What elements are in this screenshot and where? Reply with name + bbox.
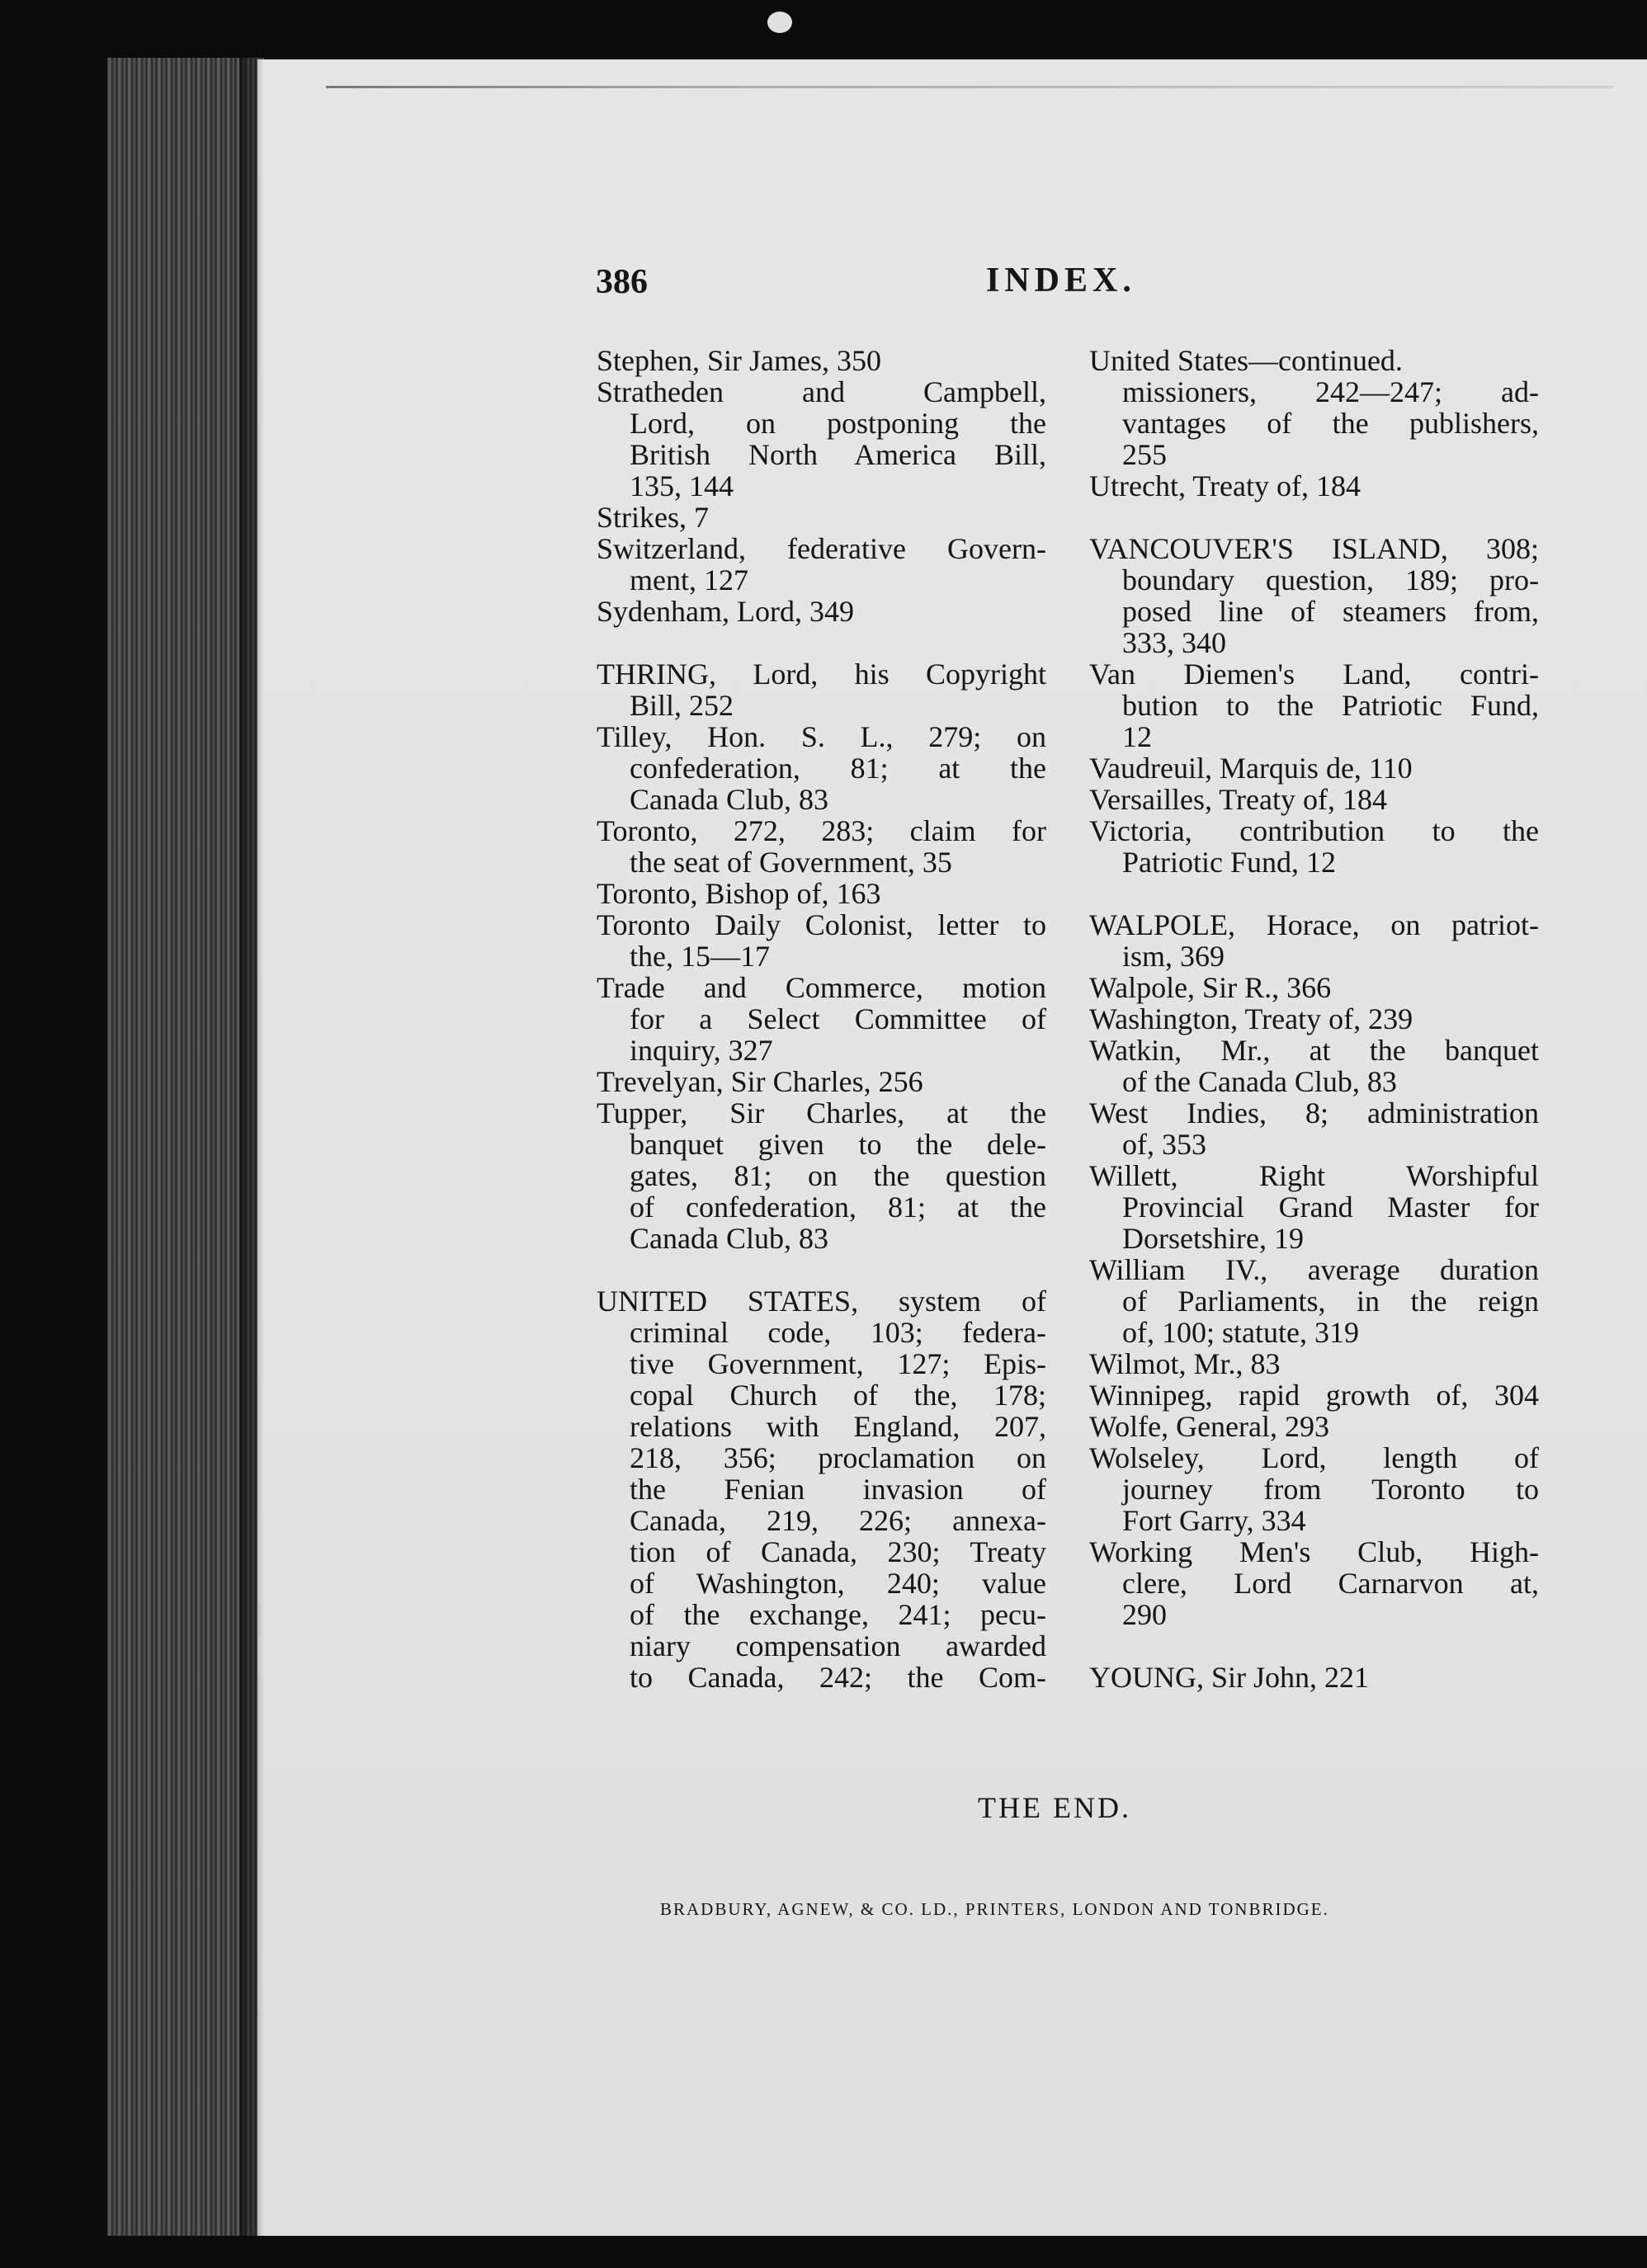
index-entry-line: criminal code, 103; federa- (630, 1316, 1046, 1349)
index-entry-line: Walpole, Sir R., 366 (1089, 971, 1332, 1004)
index-entry-line: Bill, 252 (630, 689, 734, 722)
index-entry-line: inquiry, 327 (630, 1034, 773, 1067)
index-entry-line: 12 (1122, 720, 1152, 753)
index-entry-line: for a Select Committee of (630, 1002, 1046, 1035)
index-entry-line: Toronto, Bishop of, 163 (597, 877, 881, 910)
index-entry-line: 333, 340 (1122, 626, 1226, 659)
index-entry-line: THRING, Lord, his Copyright (597, 658, 1046, 691)
index-entry-line: niary compensation awarded (630, 1629, 1046, 1662)
letter-group-gap (1089, 878, 1539, 909)
letter-group-gap (597, 627, 1046, 658)
letter-group-gap (597, 1254, 1046, 1285)
index-entry-line: Fort Garry, 334 (1122, 1504, 1306, 1537)
index-entry-line: Wolfe, General, 293 (1089, 1410, 1329, 1443)
index-entry-line: of the exchange, 241; pecu- (630, 1598, 1046, 1631)
index-column-left (597, 345, 1046, 1693)
letter-group-gap (1089, 1630, 1539, 1662)
index-entry-line: Utrecht, Treaty of, 184 (1089, 469, 1361, 502)
index-entry-line: Stratheden and Campbell, (597, 375, 1046, 408)
index-entry-line: Wolseley, Lord, length of (1089, 1441, 1539, 1474)
index-entry-line: Van Diemen's Land, contri- (1089, 658, 1539, 691)
index-entry-line: tion of Canada, 230; Treaty (630, 1535, 1046, 1568)
index-entry-line: Winnipeg, rapid growth of, 304 (1089, 1379, 1539, 1412)
index-entry-line: Washington, Treaty of, 239 (1089, 1002, 1413, 1035)
index-entry-line: 218, 356; proclamation on (630, 1441, 1046, 1474)
index-entry-line: Working Men's Club, High- (1089, 1535, 1539, 1568)
index-entry-line: Tupper, Sir Charles, at the (597, 1096, 1046, 1129)
index-entry-line: YOUNG, Sir John, 221 (1089, 1661, 1370, 1694)
index-entry-line: Willett, Right Worshipful (1089, 1159, 1539, 1192)
index-entry-line: to Canada, 242; the Com- (630, 1661, 1046, 1694)
index-entry-line: the Fenian invasion of (630, 1473, 1046, 1506)
index-entry-line: Dorsetshire, 19 (1122, 1222, 1304, 1255)
index-entry-line: gates, 81; on the question (630, 1159, 1046, 1192)
index-entry-line: Canada, 219, 226; annexa- (630, 1504, 1046, 1537)
index-entry-line: Sydenham, Lord, 349 (597, 595, 854, 628)
index-column-right (1089, 345, 1539, 1693)
index-entry-line: Trade and Commerce, motion (597, 971, 1046, 1004)
index-entry-line: West Indies, 8; administration (1089, 1096, 1539, 1129)
index-entry-line: Switzerland, federative Govern- (597, 532, 1046, 565)
index-entry-line: Canada Club, 83 (630, 783, 828, 816)
index-entry-line: of confederation, 81; at the (630, 1191, 1046, 1224)
index-entry-line: William IV., average duration (1089, 1253, 1539, 1286)
index-entry-line: the seat of Government, 35 (630, 846, 952, 879)
index-entry-line: British North America Bill, (630, 438, 1046, 471)
index-entry-line: 290 (1122, 1598, 1167, 1631)
the-end-line: THE END. (978, 1791, 1131, 1824)
index-entry-line: Canada Club, 83 (630, 1222, 828, 1255)
index-entry-line: Tilley, Hon. S. L., 279; on (597, 720, 1046, 753)
bottom-shadow (257, 2236, 1647, 2268)
gutter-shadow (239, 58, 264, 2236)
top-rule (326, 86, 1613, 88)
index-entry-line: of, 353 (1122, 1128, 1206, 1161)
printer-imprint: BRADBURY, AGNEW, & CO. LD., PRINTERS, LONDON AND TONBRIDGE. (660, 1899, 1329, 1919)
index-entry-line: banquet given to the dele- (630, 1128, 1046, 1161)
index-entry-line: Strikes, 7 (597, 501, 710, 534)
index-entry-line: Wilmot, Mr., 83 (1089, 1347, 1281, 1380)
index-entry-line: confederation, 81; at the (630, 752, 1046, 785)
index-entry-line: 255 (1122, 438, 1167, 471)
index-entry-line: Lord, on postponing the (630, 407, 1046, 440)
index-entry-line: of the Canada Club, 83 (1122, 1065, 1397, 1098)
index-entry-line: tive Government, 127; Epis- (630, 1347, 1046, 1380)
index-entry-line: posed line of steamers from, (1122, 595, 1539, 628)
index-entry-line: United States—continued. (1089, 344, 1403, 377)
index-entry-line: journey from Toronto to (1122, 1473, 1539, 1506)
index-entry-line: Provincial Grand Master for (1122, 1191, 1539, 1224)
index-entry-line: Toronto Daily Colonist, letter to (597, 908, 1046, 941)
index-entry-line: Victoria, contribution to the (1089, 814, 1539, 847)
index-entry-line: ment, 127 (630, 563, 748, 596)
index-entry-line: UNITED STATES, system of (597, 1285, 1046, 1318)
index-entry-line: Vaudreuil, Marquis de, 110 (1089, 752, 1413, 785)
index-entry-line: vantages of the publishers, (1122, 407, 1539, 440)
index-entry-line: copal Church of the, 178; (630, 1379, 1046, 1412)
index-entry-line: Versailles, Treaty of, 184 (1089, 783, 1387, 816)
page-number: 386 (596, 263, 648, 301)
index-entry-line: bution to the Patriotic Fund, (1122, 689, 1539, 722)
index-entry-line: ism, 369 (1122, 940, 1225, 973)
index-entry-line: the, 15—17 (630, 940, 770, 973)
index-entry-line: WALPOLE, Horace, on patriot- (1089, 908, 1539, 941)
index-entry-line: VANCOUVER'S ISLAND, 308; (1089, 532, 1539, 565)
index-entry-line: Patriotic Fund, 12 (1122, 846, 1336, 879)
index-entry-line: of, 100; statute, 319 (1122, 1316, 1359, 1349)
letter-group-gap (1089, 502, 1539, 533)
index-entry-line: Trevelyan, Sir Charles, 256 (597, 1065, 923, 1098)
index-entry-line: relations with England, 207, (630, 1410, 1046, 1443)
index-entry-line: Toronto, 272, 283; claim for (597, 814, 1046, 847)
page-title: INDEX. (986, 262, 1136, 299)
index-entry-line: boundary question, 189; pro- (1122, 563, 1539, 596)
index-entry-line: of Parliaments, in the reign (1122, 1285, 1539, 1318)
index-entry-line: of Washington, 240; value (630, 1567, 1046, 1600)
index-entry-line: clere, Lord Carnarvon at, (1122, 1567, 1539, 1600)
index-entry-line: missioners, 242—247; ad- (1122, 375, 1539, 408)
index-entry-line: 135, 144 (630, 469, 734, 502)
punch-hole-mark (767, 12, 792, 33)
index-entry-line: Stephen, Sir James, 350 (597, 344, 881, 377)
index-entry-line: Watkin, Mr., at the banquet (1089, 1034, 1539, 1067)
